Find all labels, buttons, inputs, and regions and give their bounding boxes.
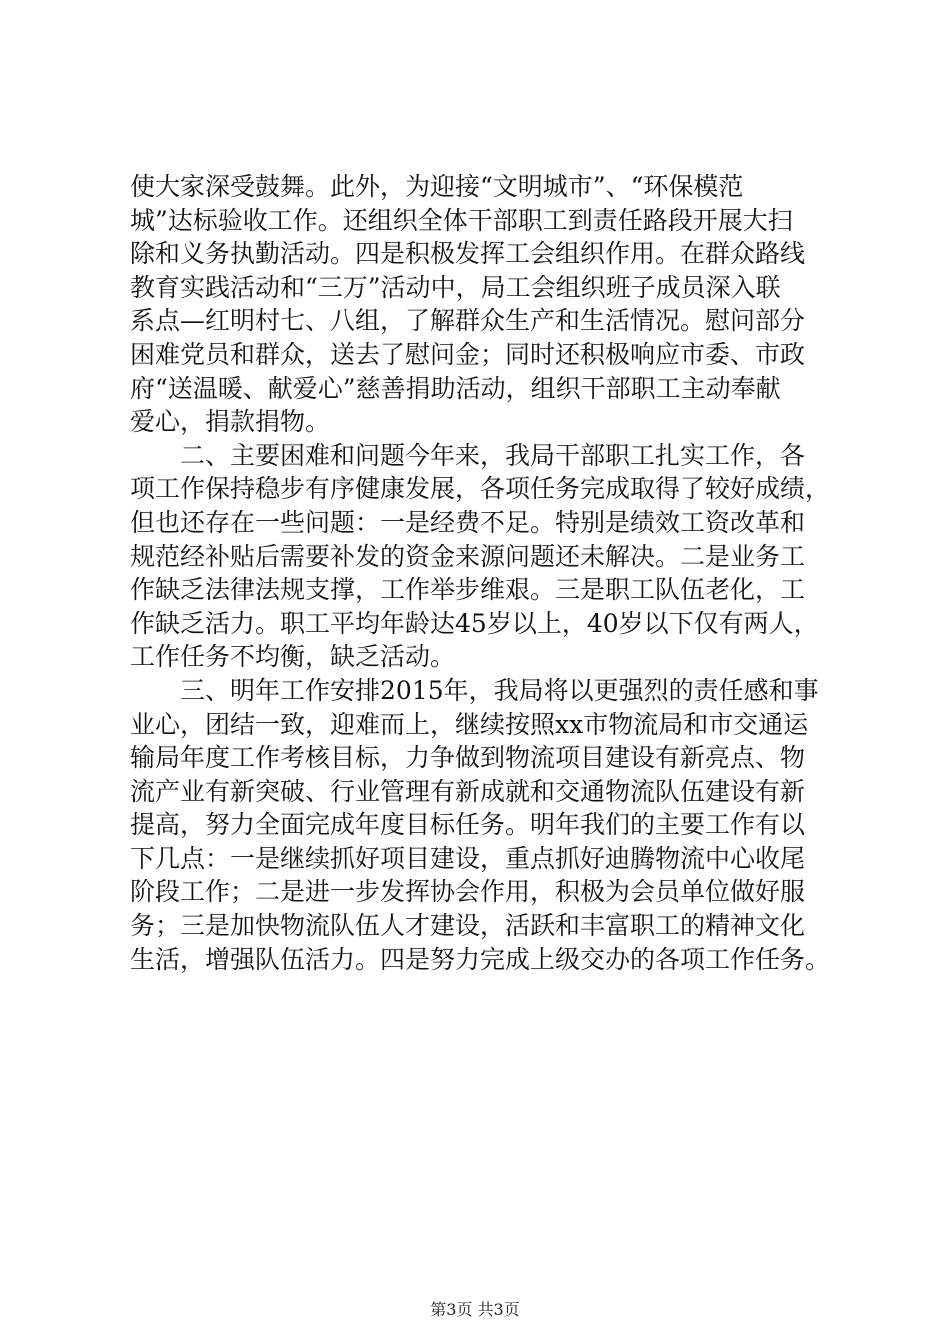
text-line: 除和义务执勤活动。四是积极发挥工会组织作用。在群众路线 — [130, 239, 806, 269]
text-line: 城”达标验收工作。还组织全体干部职工到责任路段开展大扫 — [130, 205, 793, 235]
text-line: 教育实践活动和“三万”活动中，局工会组织班子成员深入联 — [130, 272, 781, 302]
text-line: 困难党员和群众，送去了慰问金；同时还积极响应市委、市政 — [130, 339, 806, 369]
text-line: 工作任务不均衡，缺乏活动。 — [130, 642, 456, 672]
text-line: 下几点：一是继续抓好项目建设，重点抓好迪腾物流中心收尾 — [130, 843, 806, 873]
text-line: 府“送温暖、献爱心”慈善捐助活动，组织干部职工主动奉献 — [130, 373, 781, 403]
text-line: 爱心，捐款捐物。 — [130, 407, 331, 437]
text-line: 但也还存在一些问题：一是经费不足。特别是绩效工资改革和 — [130, 507, 806, 537]
text-line: 业心，团结一致，迎难而上，继续按照xx市物流局和市交通运 — [130, 709, 809, 739]
text-line: 规范经补贴后需要补发的资金来源问题还未解决。二是业务工 — [130, 541, 806, 571]
text-line: 系点—红明村七、八组，了解群众生产和生活情况。慰问部分 — [130, 306, 806, 336]
text-line: 输局年度工作考核目标，力争做到物流项目建设有新亮点、物 — [130, 743, 806, 773]
text-line: 流产业有新突破、行业管理有新成就和交通物流队伍建设有新 — [130, 776, 806, 806]
text-line: 三、明年工作安排2015年，我局将以更强烈的责任感和事 — [130, 675, 819, 705]
text-line: 作缺乏法律法规支撑，工作举步维艰。三是职工队伍老化，工 — [130, 575, 806, 605]
page-number-footer: 第3页 共3页 — [430, 1300, 520, 1319]
body-text — [130, 170, 831, 976]
text-line: 务；三是加快物流队伍人才建设，活跃和丰富职工的精神文化 — [130, 911, 806, 941]
text-line: 阶段工作；二是进一步发挥协会作用，积极为会员单位做好服 — [130, 877, 806, 907]
text-line: 作缺乏活力。职工平均年龄达45岁以上，40岁以下仅有两人， — [130, 608, 819, 638]
text-line: 二、主要困难和问题今年来，我局干部职工扎实工作，各 — [130, 440, 806, 470]
text-line: 提高，努力全面完成年度目标任务。明年我们的主要工作有以 — [130, 810, 806, 840]
text-line: 生活，增强队伍活力。四是努力完成上级交办的各项工作任务。 — [130, 944, 831, 974]
text-line: 项工作保持稳步有序健康发展，各项任务完成取得了较好成绩， — [130, 474, 831, 504]
text-line: 使大家深受鼓舞。此外，为迎接“文明城市”、“环保模范 — [130, 172, 744, 201]
